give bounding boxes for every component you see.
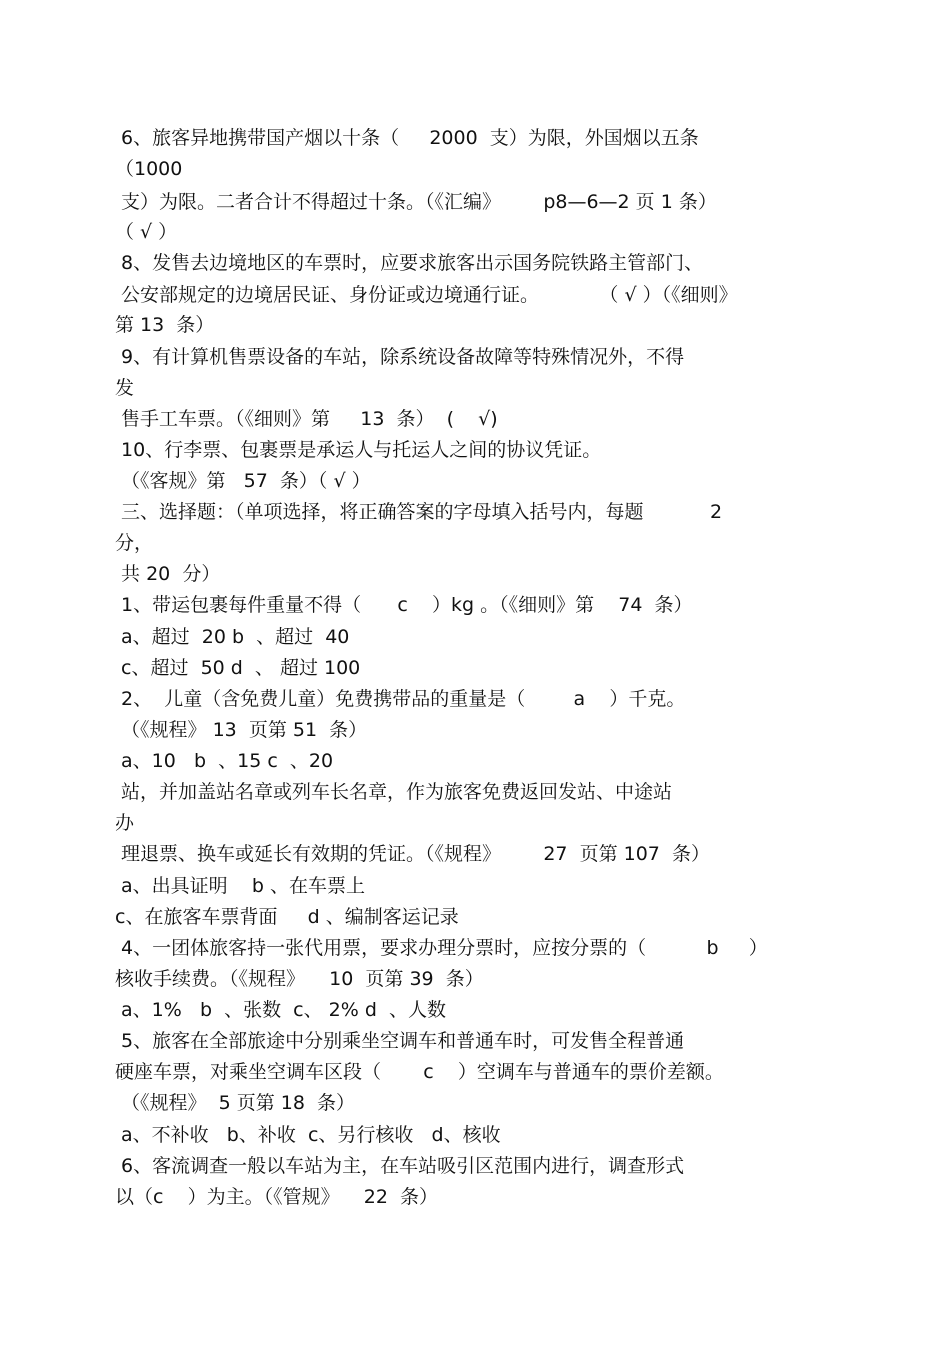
text-line: （《客规》第 57 条）（ √ ） — [115, 470, 371, 492]
text-line: 以（c ）为主。（《管规》 22 条） — [115, 1186, 439, 1208]
text-line: 站，并加盖站名章或列车长名章，作为旅客免费返回发站、中途站 — [115, 781, 673, 803]
text-line: c、在旅客车票背面 d 、编制客运记录 — [115, 906, 459, 928]
text-line: c、超过 50 d 、 超过 100 — [115, 657, 361, 679]
text-line: 三、选择题：（单项选择，将正确答案的字母填入括号内，每题 2 — [115, 501, 723, 523]
text-line: 5、旅客在全部旅途中分别乘坐空调车和普通车时，可发售全程普通 — [115, 1030, 685, 1052]
text-line: （1000 — [115, 158, 183, 180]
text-line: 分， — [115, 532, 154, 554]
text-line: 办 — [115, 812, 135, 834]
text-line: 6、客流调查一般以车站为主，在车站吸引区范围内进行，调查形式 — [115, 1155, 685, 1177]
text-line: 理退票、换车或延长有效期的凭证。（《规程》 27 页第 107 条） — [115, 843, 710, 865]
text-line: 售手工车票。（《细则》第 13 条） ( √) — [115, 408, 498, 430]
text-line: 9、有计算机售票设备的车站，除系统设备故障等特殊情况外，不得 — [115, 346, 685, 368]
text-line: （《规程》 13 页第 51 条） — [115, 719, 368, 741]
text-line: 核收手续费。（《规程》 10 页第 39 条） — [115, 968, 484, 990]
text-line: 1、带运包裹每件重量不得（ c ）kg 。（《细则》第 74 条） — [115, 594, 693, 616]
text-line: （《规程》 5 页第 18 条） — [115, 1092, 356, 1114]
text-line: 4、一团体旅客持一张代用票，要求办理分票时，应按分票的（ b ） — [115, 937, 768, 959]
text-line: 公安部规定的边境居民证、身份证或边境通行证。 （ √ ）（《细则》 — [115, 284, 738, 306]
text-line: 支）为限。二者合计不得超过十条。（《汇编》 p8—6—2 页 1 条） — [115, 191, 717, 213]
text-line: 8、发售去边境地区的车票时，应要求旅客出示国务院铁路主管部门、 — [115, 252, 704, 274]
text-line: a、不补收 b、补收 c、另行核收 d、核收 — [115, 1124, 501, 1146]
text-line: 第 13 条） — [115, 314, 215, 336]
text-line: a、出具证明 b 、在车票上 — [115, 875, 365, 897]
text-line: 共 20 分） — [115, 563, 221, 585]
text-line: 6、旅客异地携带国产烟以十条（ 2000 支）为限，外国烟以五条 — [115, 127, 699, 149]
text-line: 硬座车票，对乘坐空调车区段（ c ）空调车与普通车的票价差额。 — [115, 1061, 724, 1083]
text-line: （ √ ） — [115, 221, 178, 243]
text-line: 2、 儿童（含免费儿童）免费携带品的重量是（ a ）千克。 — [115, 688, 686, 710]
text-line: a、超过 20 b 、超过 40 — [115, 626, 350, 648]
text-line: 10、行李票、包裹票是承运人与托运人之间的协议凭证。 — [115, 439, 602, 461]
text-line: a、1% b 、张数 c、 2% d 、人数 — [115, 999, 446, 1021]
text-line: 发 — [115, 377, 135, 399]
text-line: a、10 b 、15 c 、20 — [115, 750, 334, 772]
